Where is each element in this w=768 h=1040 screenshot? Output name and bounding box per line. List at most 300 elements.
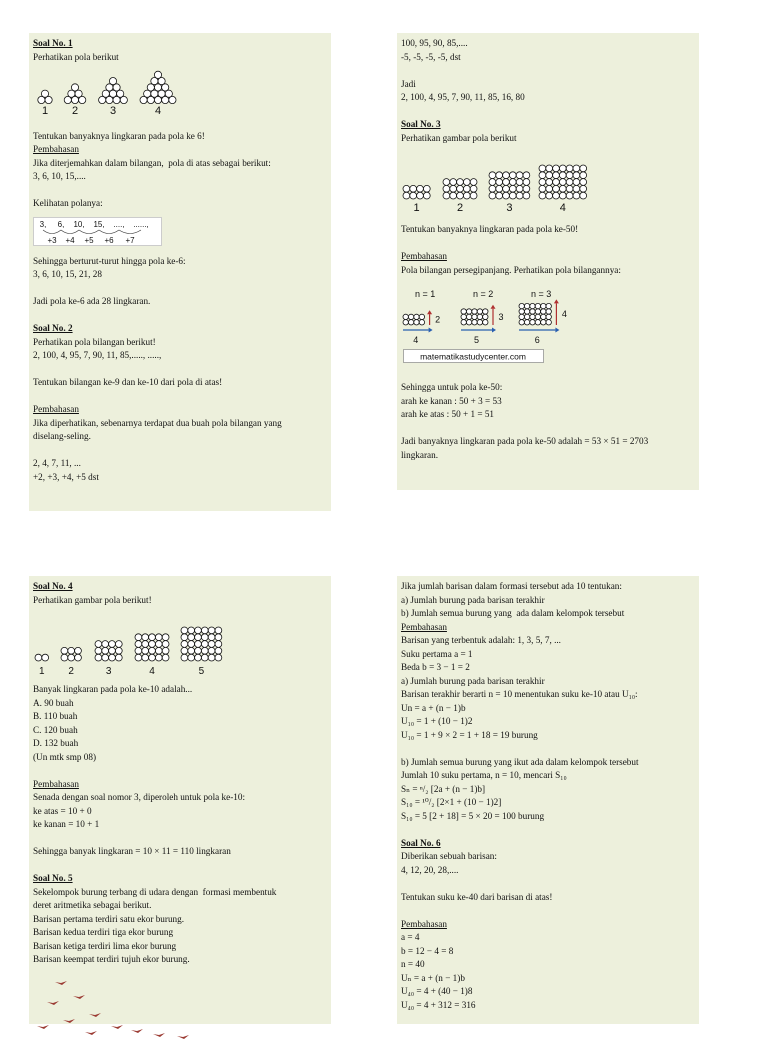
- circle-mark: [181, 634, 188, 641]
- up-arrowhead: [491, 305, 496, 309]
- circle-mark: [414, 320, 419, 325]
- circle-mark: [524, 309, 529, 314]
- right-arrowhead: [429, 328, 433, 333]
- circle-mark: [553, 192, 560, 199]
- circle-mark: [535, 303, 540, 308]
- circle-mark: [519, 309, 524, 314]
- circle-mark: [580, 179, 587, 186]
- circle-mark: [410, 185, 417, 192]
- circle-mark: [509, 172, 516, 179]
- circle-mark: [503, 172, 510, 179]
- triangle-pattern-svg: [33, 64, 193, 116]
- circle-mark: [181, 647, 188, 654]
- right-count-label: 5: [473, 335, 480, 345]
- circle-mark: [79, 96, 86, 103]
- circle-mark: [573, 172, 580, 179]
- text: Jumlah 10 suku pertama, n = 10, mencari S₁₀: [401, 770, 567, 780]
- pattern-number-label: 2: [71, 105, 79, 117]
- circle-mark: [523, 179, 530, 186]
- text: Barisan keempat terdiri tujuh ekor burung.: [33, 954, 190, 964]
- circle-mark: [457, 179, 464, 186]
- bird-icon: [111, 1025, 123, 1029]
- circle-mark: [149, 641, 156, 648]
- circle-mark: [120, 96, 127, 103]
- text: Barisan ketiga terdiri lima ekor burung: [33, 940, 177, 951]
- circle-mark: [566, 165, 573, 172]
- circle-mark: [142, 654, 149, 661]
- text: Kelihatan polanya:: [33, 198, 103, 208]
- circle-mark: [162, 647, 169, 654]
- right-count-label: 6: [534, 335, 540, 345]
- circle-mark: [71, 96, 78, 103]
- circle-mark: [443, 179, 450, 186]
- text: U₄₀ = 4 + (40 − 1)8: [401, 986, 473, 996]
- question: Tentukan banyaknya lingkaran pada pola ke 6!: [33, 130, 205, 141]
- circle-mark: [38, 96, 45, 103]
- text: a) Jumlah burung pada barisan terakhir: [401, 594, 545, 605]
- circle-mark: [477, 309, 482, 314]
- figure-sequence-differences: [33, 217, 327, 249]
- circle-mark: [201, 627, 208, 634]
- difference-label: +3: [47, 235, 57, 245]
- circle-mark: [509, 192, 516, 199]
- figure-grid-pattern: [33, 617, 327, 677]
- circle-mark: [496, 172, 503, 179]
- circle-mark: [509, 179, 516, 186]
- circle-mark: [188, 654, 195, 661]
- source-note: (Un mtk smp 08): [33, 751, 97, 762]
- heading-pembahasan: Pembahasan: [401, 251, 447, 261]
- circle-mark: [450, 179, 457, 186]
- up-count-label: 2: [435, 314, 441, 325]
- circle-mark: [470, 179, 477, 186]
- n-label: n = 3: [531, 289, 552, 299]
- circle-mark: [546, 314, 551, 319]
- text: Barisan pertama terdiri satu ekor burung.: [33, 913, 185, 924]
- text: 4, 12, 20, 28,....: [401, 864, 459, 875]
- figure-dimension-pattern: [401, 287, 695, 373]
- question: Tentukan banyaknya lingkaran pada pola ke-50!: [401, 224, 579, 234]
- up-arrowhead: [554, 299, 559, 303]
- circle-mark: [457, 192, 464, 199]
- heading-pembahasan: Pembahasan: [401, 621, 447, 632]
- circle-mark: [477, 320, 482, 325]
- circle-mark: [45, 96, 52, 103]
- circle-mark: [102, 647, 109, 654]
- text: diselang-seling.: [33, 431, 91, 441]
- circle-mark: [463, 192, 470, 199]
- circle-mark: [457, 185, 464, 192]
- circle-mark: [208, 647, 215, 654]
- text: U₁₀ = 1 + 9 × 2 = 1 + 18 = 19 burung: [401, 729, 538, 740]
- circle-mark: [541, 303, 546, 308]
- circle-mark: [546, 179, 553, 186]
- circle-mark: [524, 303, 529, 308]
- circle-mark: [155, 641, 162, 648]
- difference-label: +4: [65, 235, 75, 245]
- circle-mark: [99, 96, 106, 103]
- right-arrowhead: [492, 328, 496, 333]
- circle-mark: [516, 172, 523, 179]
- text: U₁₀ = 1 + (10 − 1)2: [401, 716, 473, 726]
- circle-mark: [546, 172, 553, 179]
- circle-mark: [566, 172, 573, 179]
- text: Un = a + (n − 1)b: [401, 702, 466, 713]
- circle-mark: [162, 96, 169, 103]
- circle-mark: [414, 314, 419, 319]
- text: 2, 100, 4, 95, 7, 90, 11, 85,....., .....,: [33, 350, 162, 360]
- circle-mark: [188, 647, 195, 654]
- heading-pembahasan: Pembahasan: [33, 778, 79, 789]
- bird-formation-svg: [33, 975, 233, 1035]
- circle-mark: [466, 309, 471, 314]
- bird-icon: [153, 1033, 165, 1037]
- text: Uₙ = a + (n − 1)b: [401, 972, 465, 983]
- circle-mark: [553, 185, 560, 192]
- circle-mark: [530, 314, 535, 319]
- bird-icon: [55, 981, 67, 985]
- text: Senada dengan soal nomor 3, diperoleh untuk pola ke-10:: [33, 792, 246, 802]
- heading-pembahasan: Pembahasan: [401, 918, 447, 929]
- circle-mark: [68, 647, 75, 654]
- circle-mark: [472, 309, 477, 314]
- text: 3, 6, 10, 15, 21, 28: [33, 269, 102, 279]
- text: deret aritmetika sebagai berikut.: [33, 900, 152, 910]
- text: 3, 6, 10, 15,....: [33, 171, 86, 181]
- circle-mark: [516, 179, 523, 186]
- circle-mark: [403, 314, 408, 319]
- text: Sekelompok burung terbang di udara dengan formasi membentuk: [33, 886, 277, 897]
- text: Pola bilangan persegipanjang. Perhatikan pola bilangannya:: [401, 264, 621, 275]
- circle-mark: [408, 314, 413, 319]
- circle-mark: [559, 185, 566, 192]
- circle-mark: [580, 192, 587, 199]
- text: Suku pertama a = 1: [401, 648, 473, 659]
- up-count-label: 3: [498, 311, 504, 322]
- circle-mark: [115, 647, 122, 654]
- heading-pembahasan: Pembahasan: [33, 144, 79, 154]
- text: lingkaran.: [401, 449, 438, 460]
- text: Sehingga untuk pola ke-50:: [401, 382, 503, 392]
- circle-mark: [559, 172, 566, 179]
- circle-mark: [450, 185, 457, 192]
- circle-mark: [195, 641, 202, 648]
- circle-mark: [489, 185, 496, 192]
- circle-mark: [496, 179, 503, 186]
- text: -5, -5, -5, -5, dst: [401, 51, 461, 62]
- pattern-number-label: 2: [68, 666, 74, 677]
- circle-mark: [443, 185, 450, 192]
- circle-mark: [580, 165, 587, 172]
- bird-icon: [73, 995, 85, 999]
- circle-mark: [102, 654, 109, 661]
- circle-mark: [472, 314, 477, 319]
- pattern-number-label: 4: [559, 202, 566, 214]
- text: arah ke atas : 50 + 1 = 51: [401, 409, 495, 419]
- text: Jadi: [401, 78, 416, 89]
- circle-mark: [147, 96, 154, 103]
- pattern-number-label: 4: [154, 105, 162, 117]
- circle-mark: [503, 185, 510, 192]
- figure-triangle-pattern: [33, 64, 327, 116]
- circle-mark: [519, 314, 524, 319]
- text: Barisan terakhir berarti n = 10 menentukan suku ke-10 atau U₁₀:: [401, 689, 638, 699]
- dimension-pattern-svg: [401, 287, 567, 373]
- circle-mark: [566, 192, 573, 199]
- circle-mark: [546, 192, 553, 199]
- pattern-number-label: 5: [198, 666, 205, 677]
- circle-mark: [215, 634, 222, 641]
- circle-mark: [75, 654, 82, 661]
- pattern-number-label: 1: [413, 202, 420, 214]
- sequence-term: ......,: [133, 219, 149, 229]
- circle-mark: [95, 647, 102, 654]
- circle-mark: [201, 654, 208, 661]
- circle-mark: [423, 192, 430, 199]
- circle-mark: [559, 179, 566, 186]
- text: Jika diterjemahkan dalam bilangan, pola di atas sebagai berikut:: [33, 157, 271, 168]
- circle-mark: [61, 647, 68, 654]
- text: b = 12 − 4 = 8: [401, 945, 454, 956]
- circle-mark: [410, 192, 417, 199]
- circle-mark: [215, 647, 222, 654]
- circle-mark: [530, 320, 535, 325]
- text: Jika jumlah barisan dalam formasi tersebut ada 10 tentukan:: [401, 581, 622, 591]
- circle-mark: [523, 192, 530, 199]
- circle-mark: [35, 654, 42, 661]
- difference-label: +5: [84, 235, 94, 245]
- panel-soal-2-3: [397, 33, 699, 490]
- circle-mark: [195, 654, 202, 661]
- circle-mark: [450, 192, 457, 199]
- circle-mark: [135, 647, 142, 654]
- sequence-term: ....,: [113, 219, 125, 229]
- circle-mark: [509, 185, 516, 192]
- circle-mark: [68, 654, 75, 661]
- circle-mark: [201, 647, 208, 654]
- text: Sehingga berturut-turut hingga pola ke-6:: [33, 255, 186, 266]
- circle-mark: [102, 641, 109, 648]
- option-c: C. 120 buah: [33, 724, 78, 735]
- difference-label: +7: [125, 235, 135, 245]
- circle-mark: [215, 654, 222, 661]
- figure-bird-formation: [33, 975, 327, 1035]
- circle-mark: [154, 96, 161, 103]
- circle-mark: [539, 172, 546, 179]
- circle-mark: [142, 634, 149, 641]
- text: 100, 95, 90, 85,....: [401, 38, 468, 48]
- circle-mark: [524, 320, 529, 325]
- circle-mark: [559, 192, 566, 199]
- text: arah ke kanan : 50 + 3 = 53: [401, 395, 502, 406]
- text: S₁₀ = ¹⁰/₂ [2×1 + (10 − 1)2]: [401, 797, 502, 807]
- text: Jadi pola ke-6 ada 28 lingkaran.: [33, 296, 151, 306]
- right-count-label: 4: [413, 335, 419, 345]
- circle-mark: [580, 185, 587, 192]
- circle-mark: [566, 179, 573, 186]
- circle-mark: [466, 320, 471, 325]
- circle-mark: [496, 192, 503, 199]
- circle-mark: [195, 627, 202, 634]
- circle-mark: [546, 165, 553, 172]
- text: b) Jumlah semua burung yang ikut ada dalam kelompok tersebut: [401, 756, 639, 767]
- watermark-text: matematikastudycenter.com: [420, 351, 526, 362]
- circle-mark: [155, 647, 162, 654]
- circle-mark: [483, 320, 488, 325]
- text: Perhatikan gambar pola berikut!: [33, 594, 152, 605]
- bird-icon: [177, 1035, 189, 1039]
- up-count-label: 4: [561, 309, 567, 320]
- circle-mark: [463, 185, 470, 192]
- pattern-number-label: 3: [109, 105, 117, 117]
- option-a: A. 90 buah: [33, 697, 74, 708]
- circle-mark: [573, 165, 580, 172]
- sequence-term: 10,: [73, 219, 85, 229]
- circle-mark: [573, 185, 580, 192]
- circle-mark: [539, 165, 546, 172]
- sequence-term: 3,: [39, 219, 47, 229]
- pattern-number-label: 1: [41, 105, 49, 117]
- circle-mark: [546, 303, 551, 308]
- circle-mark: [516, 192, 523, 199]
- circle-mark: [201, 634, 208, 641]
- circle-mark: [461, 320, 466, 325]
- grid-pattern-svg: [33, 617, 233, 677]
- circle-mark: [113, 96, 120, 103]
- pattern-number-label: 4: [149, 666, 155, 677]
- circle-mark: [188, 641, 195, 648]
- circle-mark: [463, 179, 470, 186]
- circle-mark: [162, 654, 169, 661]
- circle-mark: [208, 627, 215, 634]
- circle-mark: [215, 627, 222, 634]
- circle-mark: [523, 185, 530, 192]
- figure-rectangle-pattern: [401, 157, 695, 213]
- heading-soal-6: Soal No. 6: [401, 837, 441, 848]
- circle-mark: [135, 641, 142, 648]
- circle-mark: [208, 641, 215, 648]
- right-arrowhead: [555, 328, 559, 333]
- text: 2, 100, 4, 95, 7, 90, 11, 85, 16, 80: [401, 92, 525, 102]
- circle-mark: [470, 185, 477, 192]
- circle-mark: [208, 634, 215, 641]
- circle-mark: [135, 654, 142, 661]
- circle-mark: [403, 185, 410, 192]
- circle-mark: [503, 179, 510, 186]
- text: ke kanan = 10 + 1: [33, 819, 100, 829]
- sequence-term: 15,: [93, 219, 105, 229]
- circle-mark: [573, 192, 580, 199]
- sequence-term: 6,: [57, 219, 65, 229]
- text: 2, 4, 7, 11, ...: [33, 458, 81, 468]
- circle-mark: [95, 641, 102, 648]
- pattern-number-label: 3: [506, 202, 513, 214]
- circle-mark: [109, 654, 116, 661]
- up-arrowhead: [427, 310, 432, 314]
- circle-mark: [115, 654, 122, 661]
- circle-mark: [539, 192, 546, 199]
- circle-mark: [195, 634, 202, 641]
- text: ke atas = 10 + 0: [33, 805, 92, 816]
- option-d: D. 132 buah: [33, 738, 79, 748]
- circle-mark: [541, 320, 546, 325]
- circle-mark: [489, 179, 496, 186]
- heading-soal-1: Soal No. 1: [33, 38, 73, 48]
- circle-mark: [181, 654, 188, 661]
- circle-mark: [566, 185, 573, 192]
- question: Tentukan suku ke-40 dari barisan di atas!: [401, 891, 553, 902]
- circle-mark: [553, 172, 560, 179]
- circle-mark: [559, 165, 566, 172]
- circle-mark: [188, 627, 195, 634]
- circle-mark: [472, 320, 477, 325]
- n-label: n = 1: [415, 289, 436, 299]
- panel-soal-5-6: [397, 576, 699, 1024]
- n-label: n = 2: [473, 289, 494, 299]
- pattern-number-label: 3: [105, 666, 112, 677]
- circle-mark: [417, 185, 424, 192]
- question: Banyak lingkaran pada pola ke-10 adalah...: [33, 684, 193, 694]
- circle-mark: [519, 303, 524, 308]
- circle-mark: [535, 320, 540, 325]
- circle-mark: [546, 320, 551, 325]
- circle-mark: [466, 314, 471, 319]
- rectangle-pattern-svg: [401, 157, 601, 213]
- text: Barisan yang terbentuk adalah: 1, 3, 5, 7, ...: [401, 635, 561, 645]
- circle-mark: [140, 96, 147, 103]
- circle-mark: [535, 314, 540, 319]
- circle-mark: [162, 634, 169, 641]
- circle-mark: [109, 647, 116, 654]
- text: +2, +3, +4, +5 dst: [33, 471, 99, 482]
- circle-mark: [169, 96, 176, 103]
- circle-mark: [188, 634, 195, 641]
- circle-mark: [155, 654, 162, 661]
- text: Jika diperhatikan, sebenarnya terdapat dua buah pola bilangan yang: [33, 417, 282, 428]
- circle-mark: [403, 192, 410, 199]
- circle-mark: [580, 172, 587, 179]
- text: Diberikan sebuah barisan:: [401, 851, 497, 861]
- circle-mark: [195, 647, 202, 654]
- circle-mark: [489, 192, 496, 199]
- circle-mark: [470, 192, 477, 199]
- circle-mark: [443, 192, 450, 199]
- circle-mark: [541, 309, 546, 314]
- circle-mark: [162, 641, 169, 648]
- panel-soal-4-5: [29, 576, 331, 1024]
- circle-mark: [516, 185, 523, 192]
- circle-mark: [553, 179, 560, 186]
- circle-mark: [215, 641, 222, 648]
- text: Sehingga banyak lingkaran = 10 × 11 = 110 lingkaran: [33, 846, 231, 856]
- circle-mark: [519, 320, 524, 325]
- circle-mark: [181, 627, 188, 634]
- question: Tentukan bilangan ke-9 dan ke-10 dari pola di atas!: [33, 377, 223, 387]
- circle-mark: [201, 641, 208, 648]
- circle-mark: [546, 309, 551, 314]
- circle-mark: [142, 641, 149, 648]
- text: S₁₀ = 5 [2 + 18] = 5 × 20 = 100 burung: [401, 810, 545, 821]
- panel-soal-1-2: [29, 33, 331, 511]
- bird-icon: [89, 1013, 101, 1017]
- circle-mark: [208, 654, 215, 661]
- bird-icon: [85, 1031, 97, 1035]
- text: Barisan kedua terdiri tiga ekor burung: [33, 927, 174, 937]
- bird-icon: [37, 1025, 49, 1029]
- circle-mark: [530, 303, 535, 308]
- circle-mark: [408, 320, 413, 325]
- text: Perhatikan pola bilangan berikut!: [33, 336, 156, 347]
